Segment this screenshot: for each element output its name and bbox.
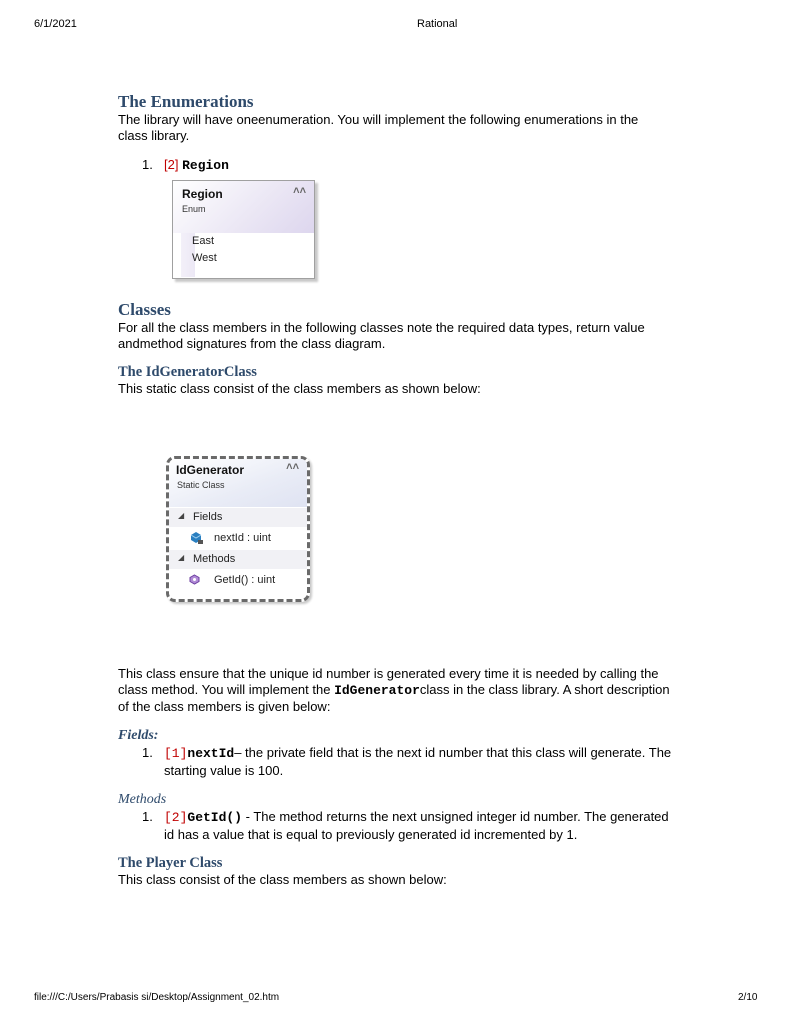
classes-intro: For all the class members in the following classes note the required data types, return value andmethod signatures from the class diagram. <box>118 320 645 351</box>
method-icon <box>189 574 200 585</box>
desc-part-1: This class ensure that the unique id number is generated every time it is needed by calling the class method. You will implement the <box>118 666 659 697</box>
list-number: 1. <box>142 745 153 760</box>
method-list-item <box>118 808 674 843</box>
desc-part-2: class in the class library. A short description of the class members is given below: <box>118 682 670 714</box>
idgenerator-class-diagram <box>166 456 310 602</box>
methods-label: Methods <box>193 553 236 565</box>
idgen-description-text <box>118 666 678 715</box>
expand-triangle-icon[interactable]: ◢ <box>178 553 185 562</box>
file-path: file:///C:/Users/Prabasis si/Desktop/Assignment_02.htm <box>34 992 280 1003</box>
idgen-heading: The IdGeneratorClass <box>118 364 257 380</box>
collapse-chevron-icon[interactable]: ˄˄ <box>286 461 299 473</box>
classes-heading: Classes <box>118 300 171 319</box>
diagram-stereotype: Enum <box>182 204 206 214</box>
enumerations-intro: The library will have oneenumeration. You will implement the following enumerations in the class library. <box>118 112 639 143</box>
fields-label: Fields <box>193 511 223 523</box>
enum-name: Region <box>182 158 229 173</box>
classes-section <box>118 300 678 352</box>
idgen-description <box>118 666 678 888</box>
method-description: - The method returns the next unsigned integer id number. The generated id has a value that is equal to previously generated id incremented by 1. <box>164 809 669 842</box>
diagram-class-name: Region <box>182 187 223 201</box>
methods-compartment-header[interactable] <box>169 550 307 569</box>
enum-value-west: West <box>192 252 217 264</box>
method-code: GetId() <box>187 810 243 825</box>
method-row <box>169 571 307 590</box>
print-date: 6/1/2021 <box>34 18 77 30</box>
field-description: – the private field that is the next id number that this class will generate. The starting value is 100. <box>164 745 672 778</box>
marks-label: [2] <box>164 810 188 825</box>
expand-triangle-icon[interactable]: ◢ <box>178 511 185 520</box>
enum-value-east: East <box>192 235 215 247</box>
fields-compartment-header[interactable] <box>169 508 307 527</box>
methods-heading: Methods <box>118 792 167 807</box>
marks-label: [1] <box>164 746 188 761</box>
field-row <box>169 529 307 548</box>
marks-label: [2] <box>164 157 179 172</box>
print-title: Rational <box>417 18 458 30</box>
enum-list-item <box>118 156 678 174</box>
player-heading: The Player Class <box>118 855 223 871</box>
desc-code: IdGenerator <box>334 683 420 698</box>
player-intro: This class consist of the class members as shown below: <box>118 872 447 887</box>
field-signature: nextId : uint <box>214 532 271 544</box>
field-list-item <box>118 744 674 779</box>
idgen-intro: This static class consist of the class members as shown below: <box>118 381 481 396</box>
page-number: 2/10 <box>738 992 758 1003</box>
diagram-header <box>173 181 314 233</box>
enumerations-heading: The Enumerations <box>118 92 254 111</box>
list-number: 1. <box>142 157 153 172</box>
method-signature: GetId() : uint <box>214 574 276 586</box>
idgen-section <box>118 364 678 397</box>
field-code: nextId <box>187 746 235 761</box>
fields-heading: Fields: <box>118 728 159 743</box>
collapse-chevron-icon[interactable]: ˄˄ <box>293 185 306 197</box>
list-number: 1. <box>142 809 153 824</box>
region-enum-diagram <box>172 180 315 279</box>
private-field-icon <box>189 531 203 545</box>
document-body <box>118 92 678 174</box>
diagram-stereotype: Static Class <box>177 480 225 490</box>
diagram-class-name: IdGenerator <box>176 463 245 477</box>
